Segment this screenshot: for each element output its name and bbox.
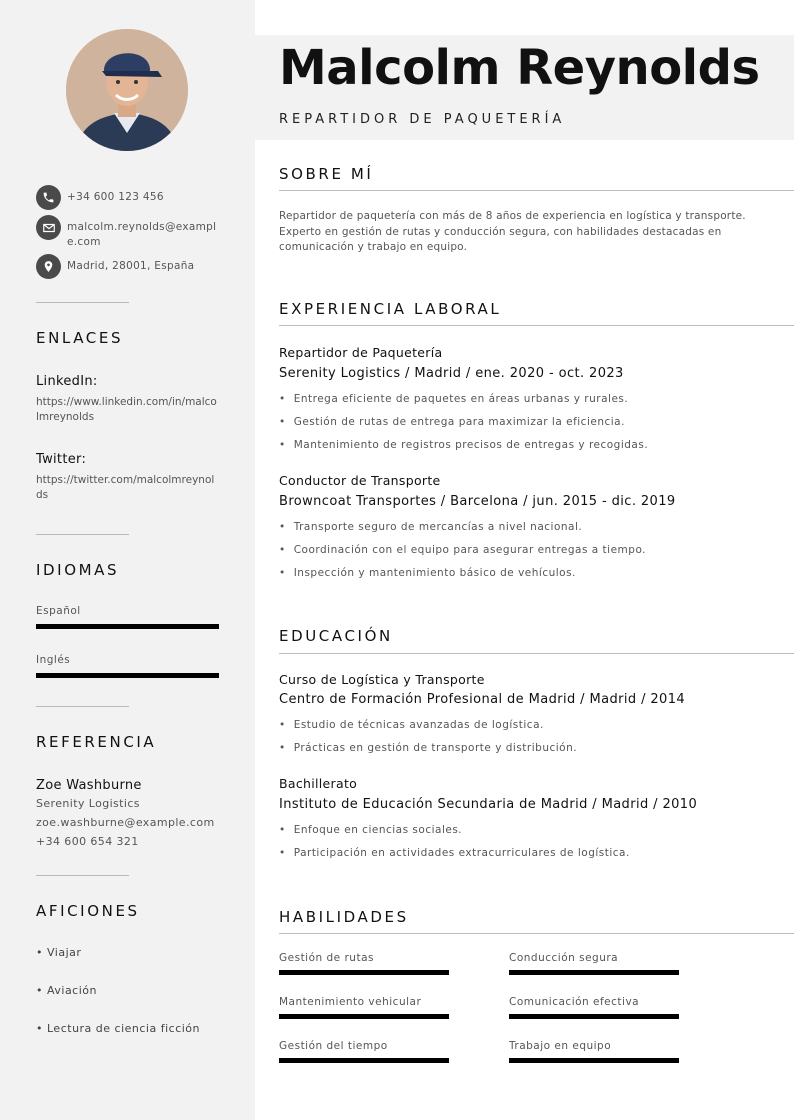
reference-email[interactable]: zoe.washburne@example.com xyxy=(36,816,215,829)
languages-heading: IDIOMAS xyxy=(36,561,120,579)
about-text: Repartidor de paquetería con más de 8 años de experiencia en logística y transporte. Experto en gestión de rutas y conducción segura, con habilidades destacadas en comunicación y trabajo en equipo. xyxy=(279,210,746,253)
hobby-item: • Viajar xyxy=(36,946,82,959)
job-subtitle: Browncoat Transportes / Barcelona / jun. 2015 - dic. 2019 xyxy=(279,494,676,509)
candidate-name: Malcolm Reynolds xyxy=(279,40,760,96)
avatar-illustration xyxy=(66,29,188,151)
skill-bar xyxy=(279,1014,449,1019)
phone-icon xyxy=(36,185,61,210)
skill-label: Gestión del tiempo xyxy=(279,1040,388,1052)
profile-photo xyxy=(66,29,188,151)
reference-phone: +34 600 654 321 xyxy=(36,835,139,848)
job-title: Conductor de Transporte xyxy=(279,473,441,488)
links-heading: ENLACES xyxy=(36,329,124,347)
sidebar-divider xyxy=(36,302,129,303)
skills-heading: HABILIDADES xyxy=(279,908,409,926)
contact-phone-text: +34 600 123 456 xyxy=(67,191,164,203)
skill-label: Trabajo en equipo xyxy=(509,1040,612,1052)
skill-bar xyxy=(509,970,679,975)
skill-label: Comunicación efectiva xyxy=(509,996,640,1008)
section-divider xyxy=(279,933,794,934)
mail-icon xyxy=(36,215,61,240)
reference-company: Serenity Logistics xyxy=(36,797,140,810)
contact-phone xyxy=(36,185,217,210)
skill-bar xyxy=(279,1058,449,1063)
section-divider xyxy=(279,325,794,326)
hobby-item-label: Viajar xyxy=(47,946,82,959)
skill-label: Conducción segura xyxy=(509,952,619,964)
hobby-item-label: Aviación xyxy=(47,984,97,997)
skill-label: Mantenimiento vehicular xyxy=(279,996,422,1008)
job-bullet: • Entrega eficiente de paquetes en áreas urbanas y rurales. xyxy=(279,393,628,405)
linkedin-link[interactable]: https://www.linkedin.com/in/malcolmreynolds xyxy=(36,396,217,423)
section-divider xyxy=(279,190,794,191)
education-bullet: • Participación en actividades extracurriculares de logística. xyxy=(279,847,630,859)
skill-bar xyxy=(509,1014,679,1019)
hobby-item: • Lectura de ciencia ficción xyxy=(36,1022,201,1035)
education-bullet: • Prácticas en gestión de transporte y distribución. xyxy=(279,742,577,754)
education-title: Curso de Logística y Transporte xyxy=(279,672,485,687)
contact-location xyxy=(36,254,217,279)
education-heading: EDUCACIÓN xyxy=(279,627,393,645)
education-bullet: • Estudio de técnicas avanzadas de logística. xyxy=(279,719,544,731)
skill-bar xyxy=(279,970,449,975)
linkedin-label: LinkedIn: xyxy=(36,374,98,389)
experience-heading: EXPERIENCIA LABORAL xyxy=(279,300,502,318)
skill-bar xyxy=(509,1058,679,1063)
sidebar-divider xyxy=(36,534,129,535)
job-bullet: • Coordinación con el equipo para asegurar entregas a tiempo. xyxy=(279,544,646,556)
twitter-link[interactable]: https://twitter.com/malcolmreynolds xyxy=(36,474,215,501)
hobby-item-label: Lectura de ciencia ficción xyxy=(47,1022,201,1035)
language-spanish-label: Español xyxy=(36,605,81,617)
sidebar-divider xyxy=(36,706,129,707)
reference-heading: REFERENCIA xyxy=(36,733,157,751)
hobby-item: • Aviación xyxy=(36,984,97,997)
hobbies-heading: AFICIONES xyxy=(36,902,140,920)
language-spanish-bar xyxy=(36,624,219,629)
about-heading: SOBRE MÍ xyxy=(279,165,374,183)
candidate-role: REPARTIDOR DE PAQUETERÍA xyxy=(279,112,566,127)
location-pin-icon xyxy=(36,254,61,279)
job-bullet: • Mantenimiento de registros precisos de entregas y recogidas. xyxy=(279,439,648,451)
job-bullet: • Inspección y mantenimiento básico de vehículos. xyxy=(279,567,576,579)
contact-email xyxy=(36,215,217,250)
reference-name: Zoe Washburne xyxy=(36,778,142,793)
contact-email-text[interactable]: malcolm.reynolds@example.com xyxy=(67,221,217,248)
education-bullet: • Enfoque en ciencias sociales. xyxy=(279,824,462,836)
job-title: Repartidor de Paquetería xyxy=(279,345,443,360)
education-subtitle: Centro de Formación Profesional de Madrid / Madrid / 2014 xyxy=(279,692,686,707)
language-english-bar xyxy=(36,673,219,678)
contact-location-text: Madrid, 28001, España xyxy=(67,260,195,272)
language-english-label: Inglés xyxy=(36,654,71,666)
skill-label: Gestión de rutas xyxy=(279,952,374,964)
job-bullet: • Transporte seguro de mercancías a nivel nacional. xyxy=(279,521,582,533)
job-bullet: • Gestión de rutas de entrega para maximizar la eficiencia. xyxy=(279,416,625,428)
education-title: Bachillerato xyxy=(279,776,358,791)
section-divider xyxy=(279,653,794,654)
job-subtitle: Serenity Logistics / Madrid / ene. 2020 - oct. 2023 xyxy=(279,366,624,381)
sidebar-divider xyxy=(36,875,129,876)
twitter-label: Twitter: xyxy=(36,452,87,467)
education-subtitle: Instituto de Educación Secundaria de Madrid / Madrid / 2010 xyxy=(279,797,698,812)
